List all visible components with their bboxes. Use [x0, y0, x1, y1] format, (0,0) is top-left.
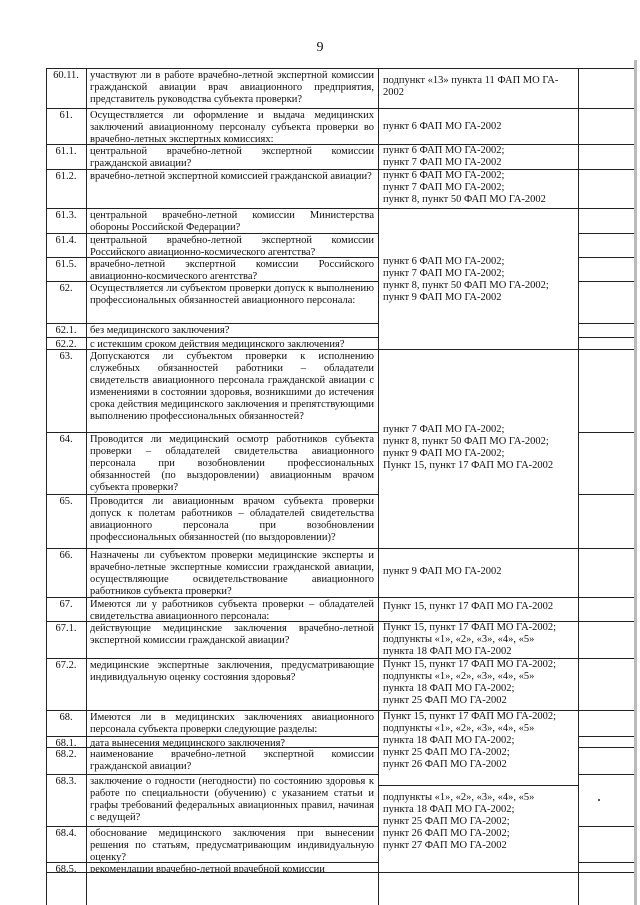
page-number: 9 — [316, 40, 324, 55]
row-number: 61.5. — [55, 259, 77, 270]
reference-line: подпункты «1», «2», «3», «4», «5» — [383, 634, 535, 645]
legal-reference — [383, 424, 578, 472]
check-divider — [578, 747, 634, 748]
reference-line: пункта 18 ФАП МО ГА-2002; — [383, 804, 515, 815]
check-divider — [578, 281, 634, 282]
reference-line: пункт 26 ФАП МО ГА-2002; — [383, 828, 510, 839]
column-border — [86, 68, 87, 905]
reference-line: пункта 18 ФАП МО ГА-2002; — [383, 683, 515, 694]
reference-line: подпункты «1», «2», «3», «4», «5» — [383, 723, 535, 734]
reference-line: пункт 27 ФАП МО ГА-2002 — [383, 840, 507, 851]
scan-speck — [598, 799, 600, 801]
legal-reference — [383, 170, 578, 206]
row-number: 60.11. — [53, 70, 79, 81]
column-border — [578, 68, 579, 905]
reference-line: подпункт «13» пункта 11 ФАП МО ГА- — [383, 75, 559, 86]
top-border — [378, 68, 634, 69]
reference-line: пункт 25 ФАП МО ГА-2002 — [383, 695, 507, 706]
reference-line: пункт 9 ФАП МО ГА-2002 — [383, 566, 502, 577]
row-divider — [46, 68, 378, 69]
question-text: с истекшим сроком действия медицинского заключения? — [90, 339, 345, 350]
ref-divider — [378, 872, 578, 873]
row-number: 67. — [59, 599, 73, 610]
row-divider — [46, 548, 378, 549]
reference-line: Пункт 15, пункт 17 ФАП МО ГА-2002; — [383, 711, 557, 722]
row-number: 68.3. — [55, 776, 77, 787]
ref-divider — [378, 208, 578, 209]
reference-line: пункт 6 ФАП МО ГА-2002; — [383, 170, 505, 181]
check-divider — [578, 774, 634, 775]
reference-line: пункт 25 ФАП МО ГА-2002; — [383, 747, 510, 758]
reference-line: подпункты «1», «2», «3», «4», «5» — [383, 671, 535, 682]
question-text: заключение о годности (негодности) по состоянию здоровья к работе по специальности (обучению) с указанием статьи и графы требований федеральных авиационных правил, начиная с ведущей? — [90, 776, 374, 823]
question-text: обоснование медицинского заключения при вынесении решения по статьям, предусматривающим индивидуальную оценку? — [90, 828, 374, 863]
question-text: наименование врачебно-летной экспертной комиссии гражданской авиации? — [90, 749, 374, 772]
ref-divider — [378, 349, 578, 350]
check-divider — [578, 710, 634, 711]
ref-divider — [378, 108, 578, 109]
reference-line: пункт 8, пункт 50 ФАП МО ГА-2002; — [383, 436, 549, 447]
row-number: 61. — [59, 110, 73, 121]
legal-reference — [383, 256, 578, 304]
reference-line: пункта 18 ФАП МО ГА-2002; — [383, 735, 515, 746]
row-number: 68.1. — [55, 738, 77, 749]
legal-reference — [383, 566, 578, 578]
legal-reference — [383, 75, 578, 99]
row-divider — [46, 323, 378, 324]
row-divider — [46, 710, 378, 711]
check-divider — [578, 349, 634, 350]
reference-line: Пункт 15, пункт 17 ФАП МО ГА-2002; — [383, 659, 557, 670]
check-divider — [578, 736, 634, 737]
reference-line: пункт 9 ФАП МО ГА-2002 — [383, 292, 502, 303]
question-text: центральной врачебно-летной экспертной комиссии Российского авиационно-космического агентства? — [90, 235, 374, 258]
check-divider — [578, 872, 634, 873]
row-number: 61.4. — [55, 235, 77, 246]
check-divider — [578, 233, 634, 234]
row-divider — [46, 494, 378, 495]
legal-reference — [383, 711, 578, 771]
check-divider — [578, 432, 634, 433]
row-divider — [46, 658, 378, 659]
question-text: Осуществляется ли оформление и выдача медицинских заключений авиационному персоналу субъекта проверки во врачебно-летных экспертных комиссиях: — [90, 110, 374, 145]
ref-divider — [378, 597, 578, 598]
question-text: медицинские экспертные заключения, предусматривающие индивидуальную оценку состояния здоровья? — [90, 660, 374, 683]
reference-line: пункт 8, пункт 50 ФАП МО ГА-2002; — [383, 280, 549, 291]
check-divider — [578, 337, 634, 338]
check-divider — [578, 597, 634, 598]
check-divider — [578, 169, 634, 170]
legal-reference — [383, 622, 578, 658]
check-divider — [578, 658, 634, 659]
question-text: участвуют ли в работе врачебно-летной экспертной комиссии гражданской авиации врач авиационного предприятия, представитель руководства субъекта проверки? — [90, 70, 374, 105]
reference-line: пункт 7 ФАП МО ГА-2002; — [383, 424, 505, 435]
reference-line: пункт 6 ФАП МО ГА-2002; — [383, 256, 505, 267]
reference-line: пункт 26 ФАП МО ГА-2002 — [383, 759, 507, 770]
row-number: 67.2. — [55, 660, 77, 671]
row-number: 68.4. — [55, 828, 77, 839]
question-text: врачебно-летной экспертной комиссией гражданской авиации? — [90, 171, 372, 182]
column-border — [378, 68, 379, 905]
check-divider — [578, 208, 634, 209]
reference-line: пункт 6 ФАП МО ГА-2002 — [383, 121, 502, 132]
ref-divider — [378, 785, 578, 786]
question-text: центральной врачебно-летной экспертной комиссии гражданской авиации? — [90, 146, 374, 169]
row-number: 63. — [59, 351, 73, 362]
question-text: Назначены ли субъектом проверки медицинские эксперты и врачебно-летные экспертные комиссии гражданской авиации, осуществляющие освидетельствование авиационного работников субъекта проверки? — [90, 550, 374, 597]
row-number: 62. — [59, 283, 73, 294]
legal-reference — [383, 145, 578, 169]
question-text: без медицинского заключения? — [90, 325, 230, 336]
question-text: Проводится ли авиационным врачом субъекта проверки допуск к полетам работников – обладателей свидетельства авиационного персонала при возобновлении профессиональных обязанностей (по выздоровлении)? — [90, 496, 374, 543]
row-number: 62.2. — [55, 339, 77, 350]
reference-line: Пункт 15, пункт 17 ФАП МО ГА-2002; — [383, 622, 557, 633]
question-text: центральной врачебно-летной комиссии Министерства обороны Российской Федерации? — [90, 210, 374, 233]
row-divider — [46, 208, 378, 209]
question-text: рекомендации врачебно-летной врачебной комиссии — [90, 864, 325, 873]
question-text: врачебно-летной экспертной комиссии Российского авиационно-космического агентства? — [90, 259, 374, 282]
check-divider — [578, 108, 634, 109]
question-text: Проводится ли медицинский осмотр работников субъекта проверки – обладателей свидетельства авиационного персонала при возобновлении профессиональных обязанностей (по выздоровлении) авиационным врачом субъекта проверки? — [90, 434, 374, 493]
row-divider — [46, 108, 378, 109]
legal-reference — [383, 659, 578, 707]
row-number: 62.1. — [55, 325, 77, 336]
question-text: Осуществляется ли субъектом проверки допуск к выполнению профессиональных обязанностей авиационного персонала: — [90, 283, 374, 306]
check-divider — [578, 826, 634, 827]
row-number: 61.1. — [55, 146, 77, 157]
check-divider — [578, 862, 634, 863]
reference-line: пункт 7 ФАП МО ГА-2002 — [383, 157, 502, 168]
row-number: 61.3. — [55, 210, 77, 221]
reference-line: пункт 25 ФАП МО ГА-2002; — [383, 816, 510, 827]
question-text: Имеются ли в медицинских заключениях авиационного персонала субъекта проверки следующие разделы: — [90, 712, 374, 735]
row-number: 68. — [59, 712, 73, 723]
row-divider — [46, 826, 378, 827]
row-number: 61.2. — [55, 171, 77, 182]
row-number: 66. — [59, 550, 73, 561]
page-edge-shadow — [634, 60, 637, 905]
row-number: 67.1. — [55, 623, 77, 634]
row-divider — [46, 337, 378, 338]
reference-line: пункта 18 ФАП МО ГА-2002 — [383, 646, 512, 657]
reference-line: 2002 — [383, 87, 404, 98]
question-text: действующие медицинские заключения врачебно-летной экспертной комиссии гражданской авиации? — [90, 623, 374, 646]
check-divider — [578, 494, 634, 495]
check-divider — [578, 144, 634, 145]
question-text: Допускаются ли субъектом проверки к исполнению служебных обязанностей работники – обладатели свидетельств авиационного персонала гражданской авиации с изменениями в состоянии здоровья, возникшими до истечения срока действия медицинского заключения и препятствующими выполнению профессиональных обязанностей? — [90, 351, 374, 422]
check-divider — [578, 621, 634, 622]
check-divider — [578, 548, 634, 549]
check-divider — [578, 257, 634, 258]
ref-divider — [378, 548, 578, 549]
reference-line: пункт 8, пункт 50 ФАП МО ГА-2002 — [383, 194, 546, 205]
row-number: 68.2. — [55, 749, 77, 760]
reference-line: Пункт 15, пункт 17 ФАП МО ГА-2002 — [383, 460, 554, 471]
reference-line: пункт 7 ФАП МО ГА-2002; — [383, 268, 505, 279]
question-text: Имеются ли у работников субъекта проверки – обладателей свидетельства авиационного персонала: — [90, 599, 374, 622]
reference-line: пункт 9 ФАП МО ГА-2002; — [383, 448, 505, 459]
reference-line: подпункты «1», «2», «3», «4», «5» — [383, 792, 535, 803]
row-number: 64. — [59, 434, 73, 445]
row-divider — [46, 774, 378, 775]
check-divider — [578, 323, 634, 324]
legal-reference — [383, 792, 578, 852]
row-divider — [46, 432, 378, 433]
row-number: 65. — [59, 496, 73, 507]
reference-line: Пункт 15, пункт 17 ФАП МО ГА-2002 — [383, 601, 554, 612]
reference-line: пункт 7 ФАП МО ГА-2002; — [383, 182, 505, 193]
row-divider — [46, 736, 378, 737]
legal-reference — [383, 121, 578, 133]
reference-line: пункт 6 ФАП МО ГА-2002; — [383, 145, 505, 156]
row-number: 68.5. — [55, 864, 77, 875]
question-text: дата вынесения медицинского заключения? — [90, 738, 286, 748]
legal-reference — [383, 601, 578, 613]
